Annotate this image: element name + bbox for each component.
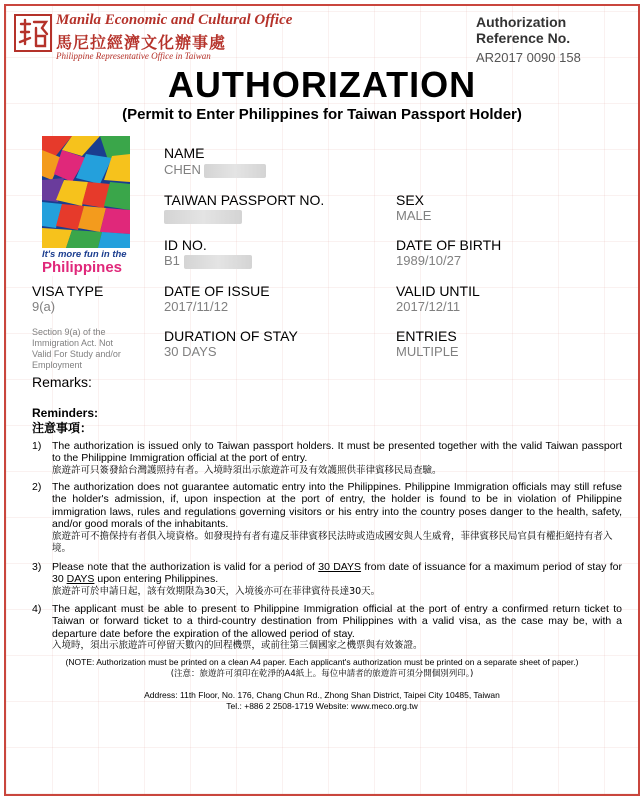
dob-label: DATE OF BIRTH xyxy=(396,237,502,253)
print-note-en: (NOTE: Authorization must be printed on a clean A4 paper. Each applicant's authorization must be printed on a separate sheet of paper.) xyxy=(65,657,579,667)
duration-label: DURATION OF STAY xyxy=(164,328,298,344)
sex-label: SEX xyxy=(396,192,425,208)
valid-until-value: 2017/12/11 xyxy=(396,299,461,314)
poster-slogan: It's more fun in the xyxy=(42,249,127,260)
org-name-zh: 馬尼拉經濟文化辦事處 xyxy=(56,33,227,52)
duration-value: 30 DAYS xyxy=(164,344,217,359)
issue-date-label: DATE OF ISSUE xyxy=(164,283,270,299)
sex-value: MALE xyxy=(396,208,432,223)
org-name-en: Manila Economic and Cultural Office xyxy=(56,12,293,28)
poster-brand: Philippines xyxy=(42,259,123,276)
visa-type-label: VISA TYPE xyxy=(32,283,104,299)
passport-label: TAIWAN PASSPORT NO. xyxy=(164,192,325,208)
document-subtitle: (Permit to Enter Philippines for Taiwan Passport Holder) xyxy=(122,106,522,123)
dob-value: 1989/10/27 xyxy=(396,253,462,268)
document-title: AUTHORIZATION xyxy=(167,64,477,105)
reference-number: AR2017 0090 158 xyxy=(476,50,581,65)
id-label: ID NO. xyxy=(164,237,207,253)
reminder-item: 3) Please note that the authorization is valid for a period of 30 DAYS from date of issuance for a maximum period of stay for 30 DAYS upon entering Philippines. 旅遊許可於申請日起，該有效期限為30天，入境後亦可在菲律賓待長達30天。 xyxy=(32,561,622,597)
visa-type-value: 9(a) xyxy=(32,299,56,314)
reference-label: Authorization Reference No. xyxy=(476,14,571,46)
name-label: NAME xyxy=(164,145,205,161)
issue-date-value: 2017/11/12 xyxy=(164,299,229,314)
reminder-item: 4) The applicant must be able to present to Philippine Immigration official at the port of entry a confirmed return ticket to Taiwan or forward ticket to a third-country destination from Philippines with a valid visa, as the case may be, with a departure date before the expiration of the allowed period of stay. 入境時，須出示旅遊許可停留天數內的回程機票，或前往第三個國家之機票與有效簽證。 xyxy=(32,603,622,652)
name-value: CHEN xyxy=(164,162,266,178)
passport-value xyxy=(164,208,242,224)
office-address: Address: 11th Floor, No. 176, Chang Chun Rd., Zhong Shan District, Taipei City 10485, Taiwan xyxy=(144,690,500,700)
reminder-item: 2) The authorization does not guarantee automatic entry into the Philippines. Philippine Immigration officials may still refuse the holder's admission, if, upon inspection at the port of entry, the holder is found to be in violation of Philippine immigration laws, rules and regulations governing visitors or his entry into the country poses danger to the health, safety, and/or good morals of the inhabitants. 旅遊許可不擔保持有者俱入境資格。如發現持有者有違反菲律賓移民法時或造成國安與人生威脅，菲律賓移民局官員有權拒絕持有者入境。 xyxy=(32,481,622,555)
print-note-zh: (注意：旅遊許可須印在乾淨的A4紙上。每位申請者的旅遊許可須分開個別列印。) xyxy=(170,669,474,679)
office-contact: Tel.: +886 2 2508-1719 Website: www.meco.org.tw xyxy=(226,701,418,711)
remarks-label: Remarks: xyxy=(32,374,92,390)
redaction-mask xyxy=(164,210,242,224)
reminders-heading: Reminders: 注意事項： xyxy=(32,406,99,435)
meco-seal-logo xyxy=(14,14,52,52)
id-value: B1 xyxy=(164,253,252,269)
valid-until-label: VALID UNTIL xyxy=(396,283,480,299)
visa-type-note: Section 9(a) of the Immigration Act. Not Valid For Study and/or Employment xyxy=(32,327,121,370)
redaction-mask xyxy=(204,164,266,178)
entries-value: MULTIPLE xyxy=(396,344,459,359)
redaction-mask xyxy=(184,255,252,269)
entries-label: ENTRIES xyxy=(396,328,457,344)
org-subtitle: Philippine Representative Office in Taiwan xyxy=(56,51,211,61)
reminder-item: 1) The authorization is issued only to Taiwan passport holders. It must be presented together with the valid Taiwan passport to the Philippine Immigration official at the port of entry. 旅遊許可只簽發給台灣護照持有者。入境時須出示旅遊許可及有效護照供菲律賓移民局查驗。 xyxy=(32,440,622,476)
